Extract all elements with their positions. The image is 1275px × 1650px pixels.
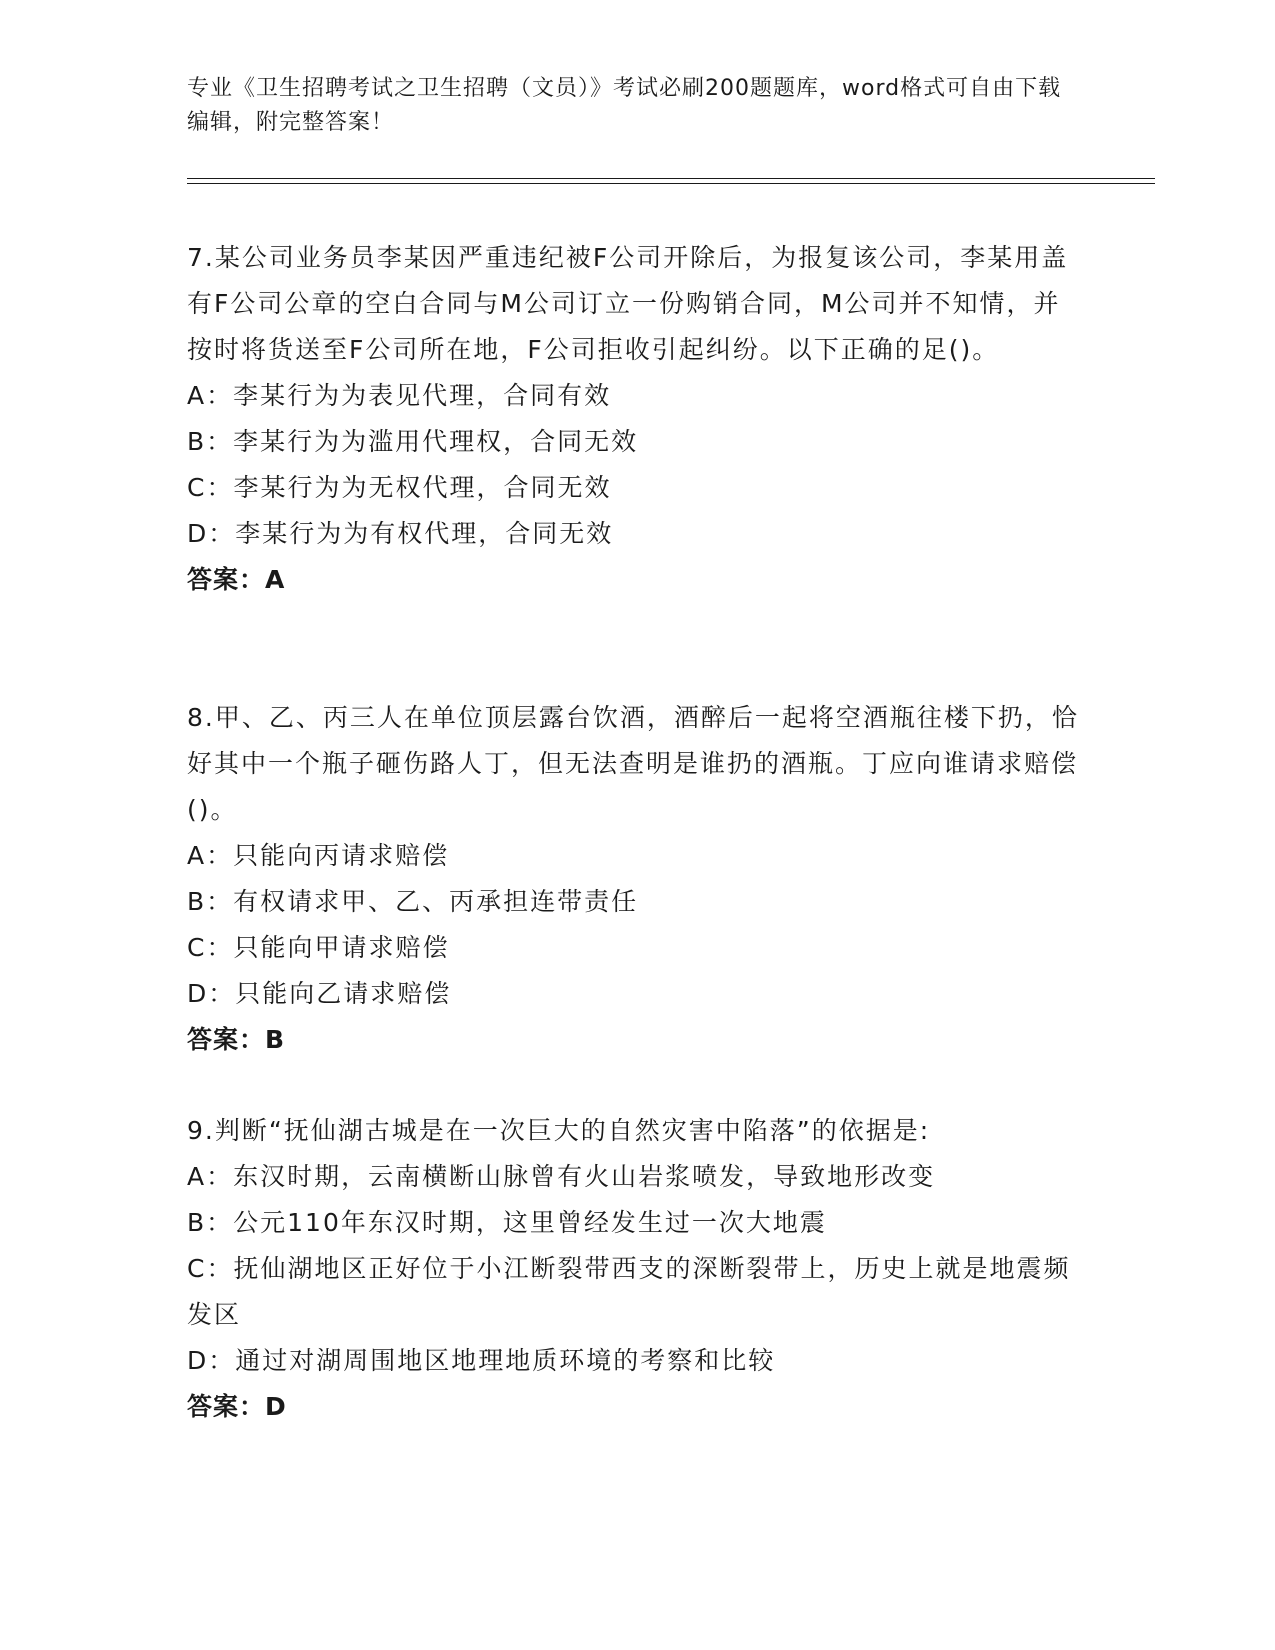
answer: 答案：A [187, 565, 286, 594]
option-d: D：李某行为为有权代理，合同无效 [187, 519, 614, 548]
option-a: A：只能向丙请求赔偿 [187, 841, 450, 870]
answer: 答案：D [187, 1392, 287, 1421]
option-a: A：李某行为为表见代理，合同有效 [187, 381, 612, 410]
header-divider-bottom [187, 183, 1155, 184]
option-c: C：李某行为为无权代理，合同无效 [187, 473, 612, 502]
option-a: A：东汉时期，云南横断山脉曾有火山岩浆喷发，导致地形改变 [187, 1162, 936, 1191]
option-b: B：有权请求甲、乙、丙承担连带责任 [187, 887, 639, 916]
answer: 答案：B [187, 1025, 286, 1054]
question-8 [187, 695, 1087, 1063]
option-d: D：通过对湖周围地区地理地质环境的考察和比较 [187, 1346, 776, 1375]
option-c: C：只能向甲请求赔偿 [187, 933, 450, 962]
option-c: C：抚仙湖地区正好位于小江断裂带西支的深断裂带上，历史上就是地震频发区 [187, 1254, 1071, 1329]
header-text: 专业《卫生招聘考试之卫生招聘（文员）》考试必刷200题题库，word格式可自由下载编辑，附完整答案！ [187, 76, 1062, 135]
question-9 [187, 1108, 1087, 1430]
option-b: B：公元110年东汉时期，这里曾经发生过一次大地震 [187, 1208, 827, 1237]
question-stem: 7.某公司业务员李某因严重违纪被F公司开除后，为报复该公司，李某用盖有F公司公章的空白合同与M公司订立一份购销合同，M公司并不知情，并按时将货送至F公司所在地，F公司拒收引起纠纷。以下正确的足()。 [187, 243, 1069, 364]
question-stem: 9.判断“抚仙湖古城是在一次巨大的自然灾害中陷落”的依据是: [187, 1116, 931, 1145]
option-b: B：李某行为为滥用代理权，合同无效 [187, 427, 639, 456]
option-d: D：只能向乙请求赔偿 [187, 979, 452, 1008]
header-divider-top [187, 178, 1155, 179]
document-header [187, 72, 1067, 140]
question-stem: 8.甲、乙、丙三人在单位顶层露台饮酒，酒醉后一起将空酒瓶往楼下扔，恰好其中一个瓶子砸伤路人丁，但无法查明是谁扔的酒瓶。丁应向谁请求赔偿()。 [187, 703, 1079, 824]
question-7 [187, 235, 1087, 603]
